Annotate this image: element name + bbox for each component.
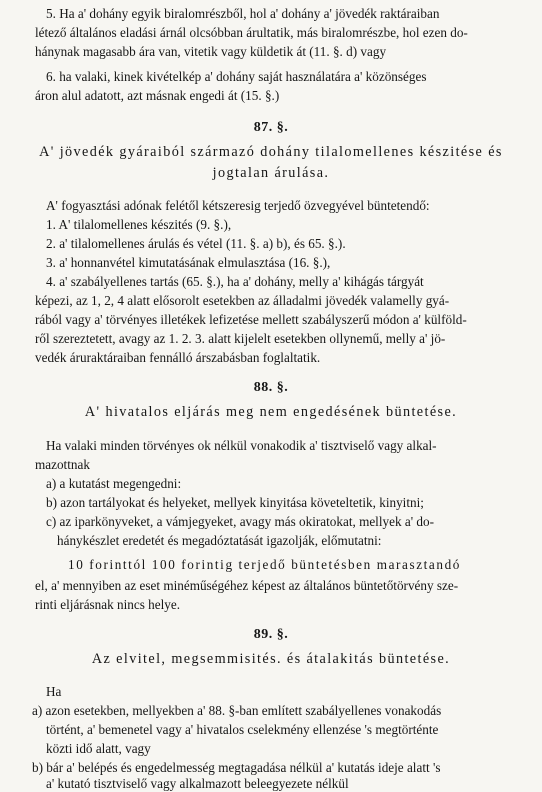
section-number-87: 87. §.	[253, 120, 289, 135]
list-item: 2. a' tilalomellenes árulás és vétel (11. §. a) b), és 65. §.).	[46, 236, 346, 251]
section-heading-87: A' jövedék gyáraiból származó dohány tilalomellenes készitése és	[39, 144, 503, 160]
text-line: 5. Ha a' dohány egyik biralomrészből, hol a' dohány a' jövedék raktáraiban	[46, 6, 440, 21]
section-heading-88: A' hivatalos eljárás meg nem engedésének büntetése.	[84, 404, 458, 420]
text-line: képezi, az 1, 2, 4 alatt elősorolt esetekben az álladalmi jövedék valamelly gyá-	[35, 293, 450, 308]
section-heading-87-cont: jogtalan árulása.	[212, 165, 330, 181]
text-line: Ha	[46, 684, 62, 699]
text-line: hánynak magasabb ára van, vitetik vagy küldetik át (11. §. d) vagy	[35, 44, 387, 59]
text-line: rinti eljárásnak nincs helye.	[35, 597, 181, 612]
list-item: a) azon esetekben, mellyekben a' 88. §-ban említett szabályellenes vonakodás	[32, 703, 442, 718]
text-line: a' kutató tisztviselő vagy alkalmazott beleegyezete nélkül	[46, 776, 349, 791]
list-item: b) bár a' belépés és engedelmesség megtagadása nélkül a' kutatás ideje alatt 's	[32, 760, 441, 775]
text-line: hánykészlet eredetét és megadóztatását igazolják, előmutatni:	[57, 533, 382, 548]
text-line: el, a' mennyiben az eset minéműségéhez képest az általános büntetőtörvény sze-	[35, 578, 459, 593]
text-line: történt, a' bemenetel vagy a' hivatalos cselekmény ellenzése 's megtörténte	[46, 722, 439, 737]
list-item: 4. a' szabályellenes tartás (65. §.), ha a' dohány, melly a' kihágás tárgyát	[46, 274, 424, 289]
text-line: ről szereztetett, avagy az 1. 2. 3. alatt kijelelt esetekben ollynemű, melly a' jö-	[35, 331, 446, 346]
text-line: 6. ha valaki, kinek kivételkép a' dohány saját használatára a' közönséges	[46, 69, 427, 84]
text-line: közti idő alatt, vagy	[46, 741, 151, 756]
text-line: rából vagy a' törvényes illetékek lefizetése mellett szabályszerű módon a' külföld-	[35, 312, 467, 327]
text-line: Ha valaki minden törvényes ok nélkül vonakodik a' tisztviselő vagy alkal-	[46, 438, 437, 453]
section-number-88: 88. §.	[253, 380, 289, 395]
list-item: 1. A' tilalomellenes készités (9. §.),	[46, 217, 232, 232]
section-heading-89: Az elvitel, megsemmisités. és átalakitás büntetése.	[91, 651, 451, 667]
text-line: A' fogyasztási adónak felétől kétszeresig terjedő özvegyével büntetendő:	[46, 198, 430, 213]
section-number-89: 89. §.	[253, 627, 289, 642]
text-line: létező általános eladási árnál olcsóbban árultatik, más biralomrészbe, hol ezen do-	[35, 25, 468, 40]
text-line: áron alul adatott, azt másnak engedi át (15. §.)	[35, 88, 280, 103]
text-line: mazottnak	[35, 457, 90, 472]
list-item: a) a kutatást megengedni:	[46, 476, 182, 491]
penalty-line: 10 forinttól 100 forintig terjedő büntetésben marasztandó	[68, 557, 461, 572]
list-item: b) azon tartályokat és helyeket, mellyek kinyitása követeltetik, kinyitni;	[46, 495, 424, 510]
list-item: c) az iparkönyveket, a vámjegyeket, avagy más okiratokat, mellyek a' do-	[46, 514, 434, 529]
list-item: 3. a' honnanvétel kimutatásának elmulasztása (16. §.),	[46, 255, 331, 270]
text-line: vedék áruraktáraiban fennálló árszabásban foglaltatik.	[35, 350, 321, 365]
